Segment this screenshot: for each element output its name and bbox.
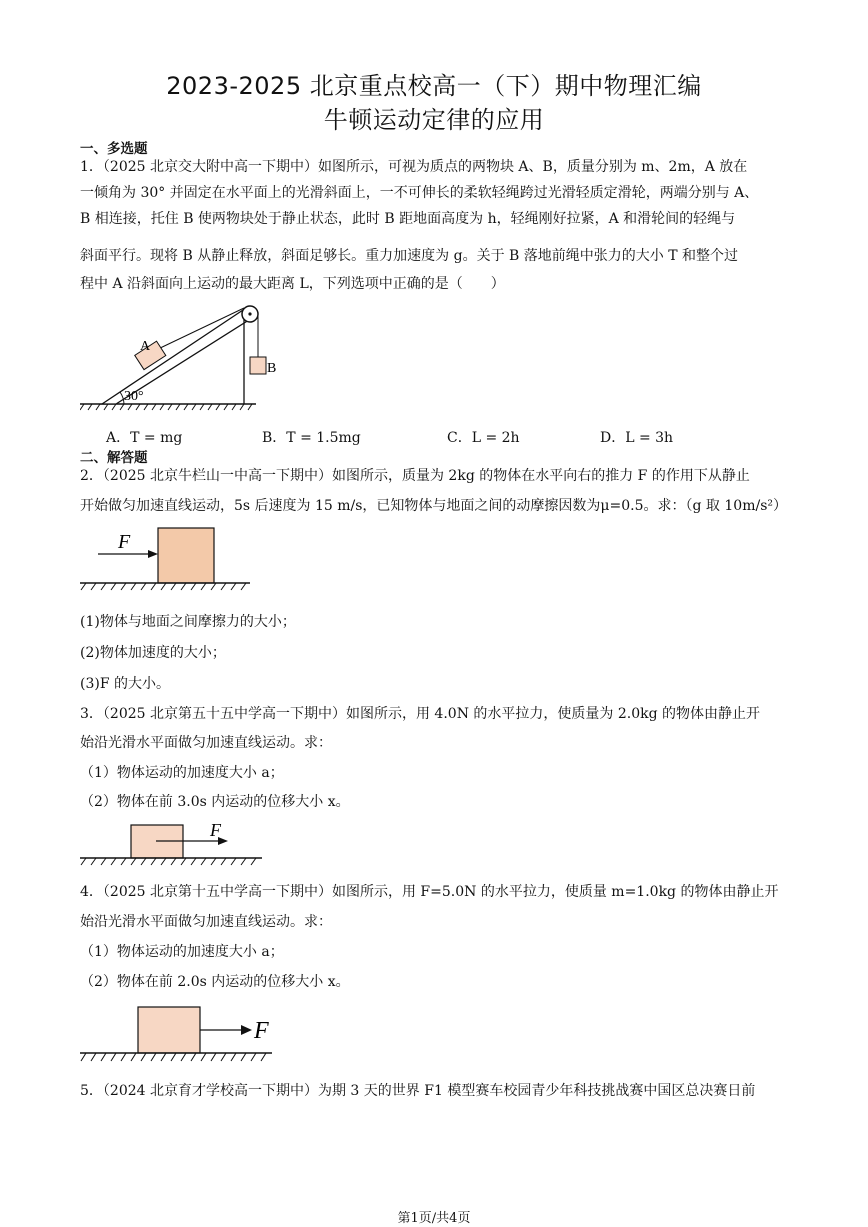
- question-line: 始沿光滑水平面做匀加速直线运动。求：: [80, 735, 332, 751]
- question-line: B 相连接，托住 B 使两物块处于静止状态，此时 B 距地面高度为 h，轻绳刚好拉紧，A 和滑轮间的轻绳与: [80, 211, 736, 227]
- question-line: （2）物体在前 3.0s 内运动的位移大小 x。: [80, 794, 350, 810]
- label-a: A: [140, 339, 151, 354]
- label-b: B: [267, 361, 277, 376]
- question-line: 5．（2024 北京育才学校高一下期中）为期 3 天的世界 F1 模型赛车校园青少年科技挑战赛中国区总决赛日前: [80, 1083, 756, 1099]
- push-block-figure: [80, 522, 256, 594]
- pull-block-figure: [80, 1000, 280, 1070]
- question-line: （1）物体运动的加速度大小 a；: [80, 944, 284, 960]
- question-line: 始沿光滑水平面做匀加速直线运动。求：: [80, 914, 332, 930]
- question-line: 开始做匀加速直线运动，5s 后速度为 15 m/s，已知物体与地面之间的动摩擦因数为μ=0.5。求：（g 取 10m/s²）: [80, 498, 787, 514]
- force-label: F: [210, 820, 221, 840]
- question-line: （2）物体在前 2.0s 内运动的位移大小 x。: [80, 974, 350, 990]
- page-footer: 第1页/共4页: [397, 1211, 471, 1226]
- question-part: (2)物体加速度的大小；: [80, 645, 226, 661]
- question-line: 斜面平行。现将 B 从静止释放，斜面足够长。重力加速度为 g。关于 B 落地前绳中张力的大小 T 和整个过: [80, 248, 739, 264]
- question-line: 2．（2025 北京牛栏山一中高一下期中）如图所示，质量为 2kg 的物体在水平向右的推力 F 的作用下从静止: [80, 468, 750, 484]
- option-a[interactable]: A．T = mg: [106, 430, 183, 446]
- question-part: (3)F 的大小。: [80, 676, 170, 692]
- pull-block-figure: [80, 818, 266, 870]
- section-heading: 一、多选题: [80, 141, 148, 157]
- question-line: 4．（2025 北京第十五中学高一下期中）如图所示，用 F=5.0N 的水平拉力，使质量 m=1.0kg 的物体由静止开: [80, 884, 779, 900]
- force-label: F: [254, 1018, 269, 1044]
- question-line: 1．（2025 北京交大附中高一下期中）如图所示，可视为质点的两物块 A、B，质量分别为 m、2m，A 放在: [80, 159, 748, 175]
- section-heading: 二、解答题: [80, 450, 148, 466]
- option-c[interactable]: C．L = 2h: [447, 430, 520, 446]
- question-line: 3．（2025 北京第五十五中学高一下期中）如图所示，用 4.0N 的水平拉力，使质量为 2.0kg 的物体由静止开: [80, 706, 761, 722]
- force-label: F: [118, 531, 131, 553]
- block: [138, 1007, 200, 1053]
- block-b: [250, 357, 266, 374]
- question-line: 程中 A 沿斜面向上运动的最大距离 L，下列选项中正确的是（ ）: [80, 276, 505, 292]
- option-b[interactable]: B．T = 1.5mg: [262, 430, 361, 446]
- question-line: 一倾角为 30° 并固定在水平面上的光滑斜面上，一不可伸长的柔软轻绳跨过光滑轻质定滑轮，两端分别与 A、: [80, 185, 759, 201]
- block: [158, 528, 214, 583]
- page-subtitle: 牛顿运动定律的应用: [323, 106, 545, 134]
- page-title: 2023-2025 北京重点校高一（下）期中物理汇编: [166, 72, 702, 100]
- option-d[interactable]: D．L = 3h: [600, 430, 674, 446]
- question-part: (1)物体与地面之间摩擦力的大小；: [80, 614, 296, 630]
- question-line: （1）物体运动的加速度大小 a；: [80, 765, 284, 781]
- angle-label: 30°: [124, 389, 144, 404]
- incline-pulley-figure: [80, 300, 290, 412]
